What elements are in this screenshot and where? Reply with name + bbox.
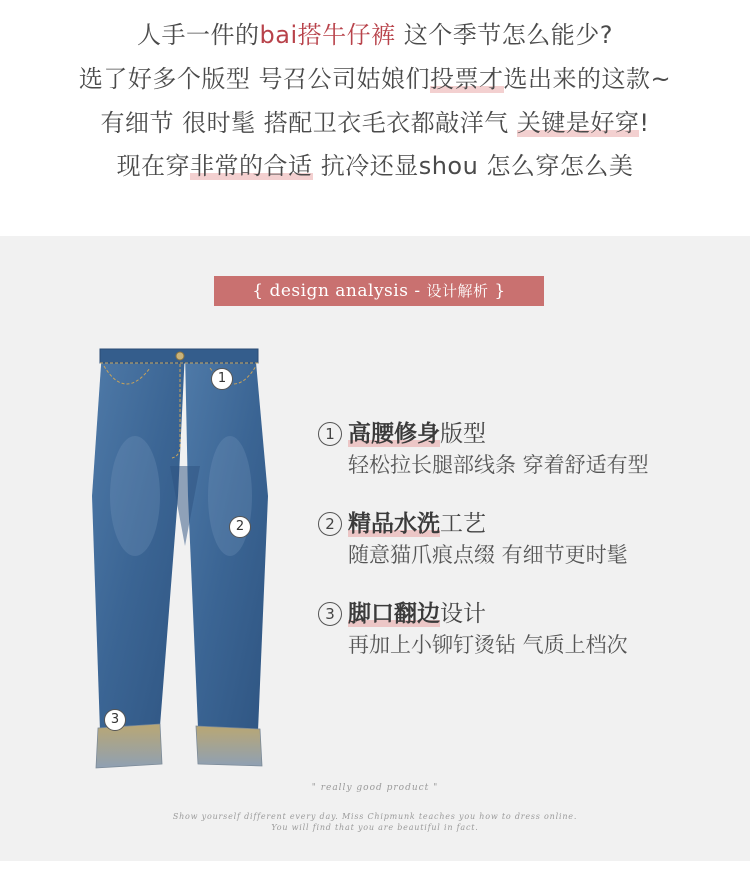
marker-1: 1: [211, 368, 233, 390]
footer-tagline: " really good product ": [311, 783, 439, 793]
marker-3: 3: [104, 709, 126, 731]
footer-line-2: You will find that you are beautiful in fact.: [271, 823, 479, 832]
intro-line-2: 选了好多个版型 号召公司姑娘们投票才选出来的这款~: [78, 65, 672, 93]
intro-line-3: 有细节 很时髦 搭配卫衣毛衣都敲洋气 关键是好穿!: [100, 109, 650, 137]
footer-line-1: Show yourself different every day. Miss Chipmunk teaches you how to dress online.: [172, 812, 578, 821]
feature-desc: 轻松拉长腿部线条 穿着舒适有型: [348, 453, 649, 477]
highlight-text: bai搭牛仔裤: [259, 21, 396, 49]
intro-line-1: 人手一件的bai搭牛仔裤 这个季节怎么能少?: [137, 21, 613, 49]
feature-desc: 随意猫爪痕点缀 有细节更时髦: [348, 543, 628, 567]
intro-section: [0, 0, 750, 236]
feature-item-1: 1 高腰修身版型 轻松拉长腿部线条 穿着舒适有型: [318, 418, 649, 480]
design-analysis-badge: { design analysis - 设计解析 }: [214, 276, 544, 306]
feature-item-3: 3 脚口翻边设计 再加上小铆钉烫钻 气质上档次: [318, 598, 628, 660]
design-analysis-panel: [0, 236, 750, 861]
intro-line-4: 现在穿非常的合适 抗冷还显shou 怎么穿怎么美: [116, 152, 634, 180]
feature-desc: 再加上小铆钉烫钻 气质上档次: [348, 633, 628, 657]
jeans-image: [80, 346, 280, 771]
marker-2: 2: [229, 516, 251, 538]
feature-item-2: 2 精品水洗工艺 随意猫爪痕点缀 有细节更时髦: [318, 508, 628, 570]
